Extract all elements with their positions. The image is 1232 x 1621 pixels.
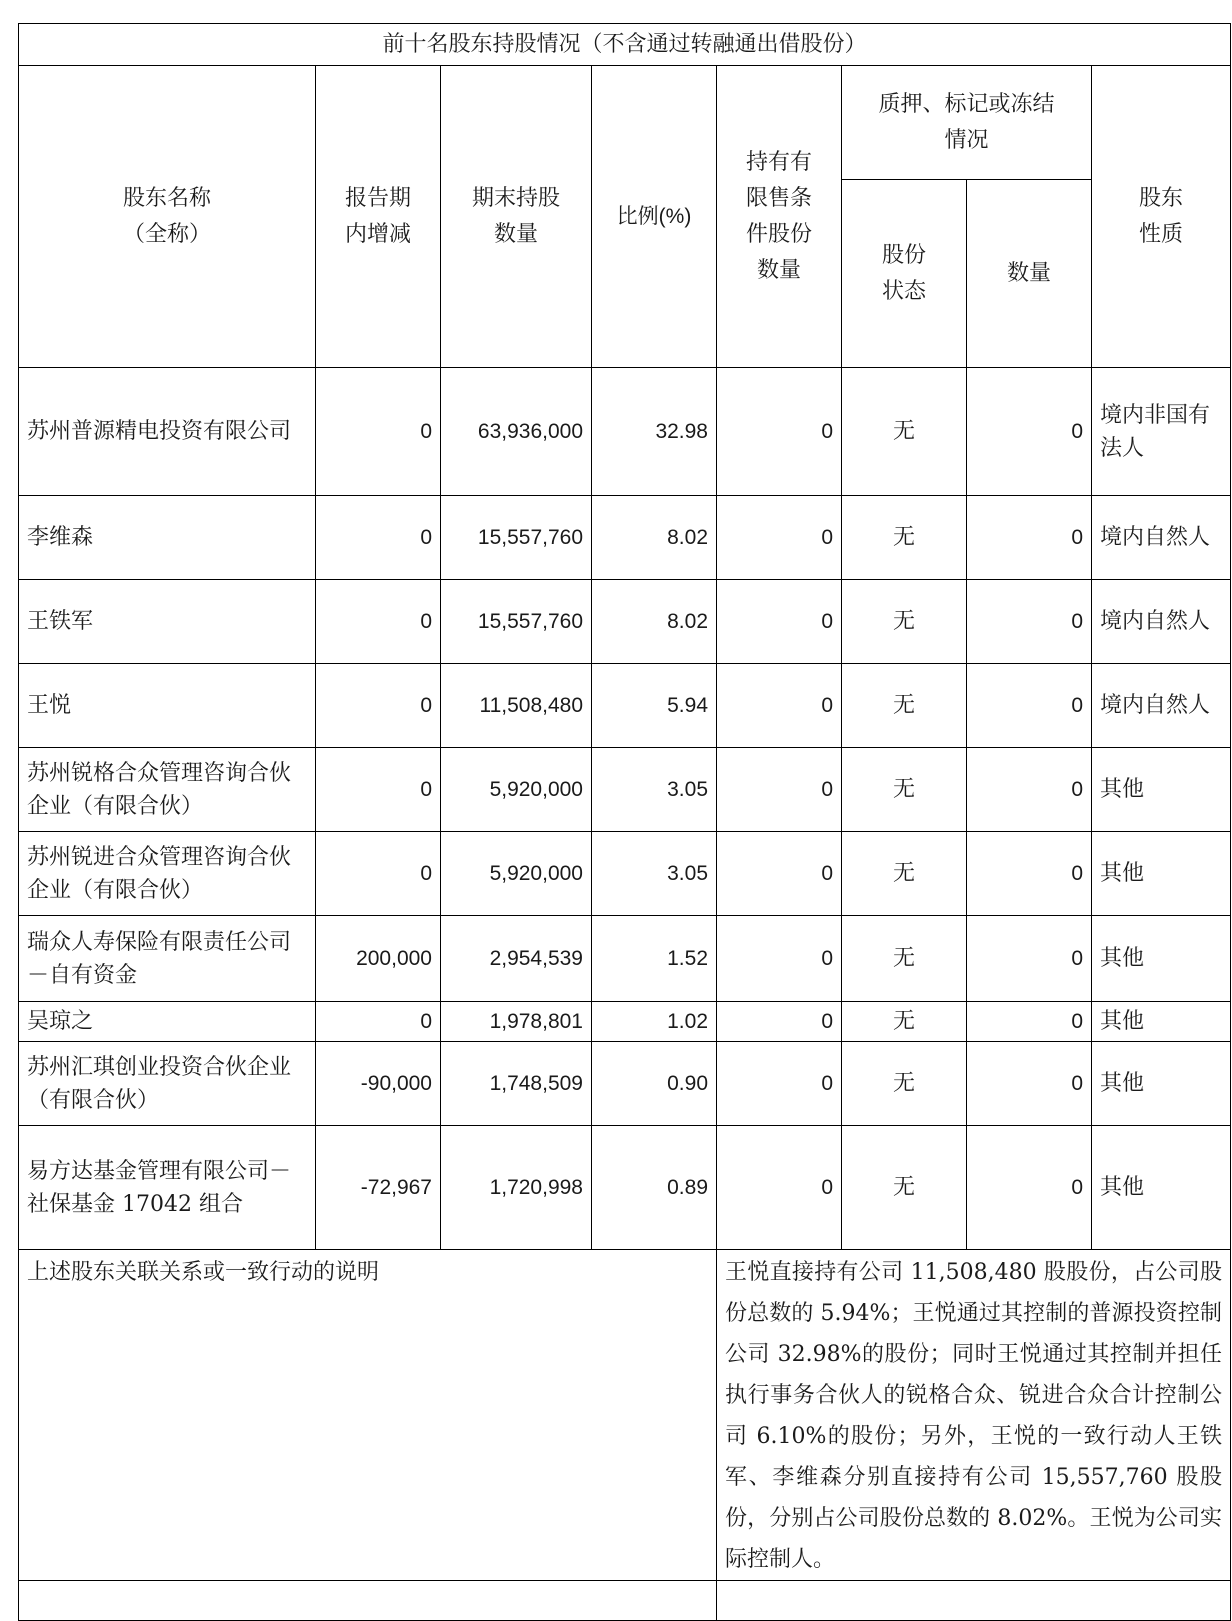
cell-status: 无	[842, 748, 967, 832]
cell-nature: 境内自然人	[1092, 664, 1231, 748]
cell-status: 无	[842, 664, 967, 748]
header-pledge-text: 质押、标记或冻结 情况	[878, 91, 1055, 153]
cell-shares: 2,954,539	[441, 916, 592, 1002]
cell-shares: 1,748,509	[441, 1042, 592, 1126]
table-row	[19, 1042, 1231, 1126]
cell-name: 易方达基金管理有限公司－社保基金 17042 组合	[19, 1126, 316, 1250]
cell-qty: 0	[967, 1042, 1092, 1126]
header-restricted-text: 持有有 限售条 件股份 数量	[745, 149, 812, 283]
cell-ratio: 0.90	[592, 1042, 717, 1126]
cell-nature: 其他	[1092, 832, 1231, 916]
header-shares	[441, 66, 592, 368]
cell-change: 200,000	[316, 916, 441, 1002]
cell-name: 王悦	[19, 664, 316, 748]
table-row	[19, 496, 1231, 580]
header-name-text: 股东名称 （全称）	[122, 185, 211, 247]
cell-status: 无	[842, 1126, 967, 1250]
cell-shares: 15,557,760	[441, 580, 592, 664]
cell-qty: 0	[967, 832, 1092, 916]
cell-name: 苏州普源精电投资有限公司	[19, 368, 316, 496]
cell-change: 0	[316, 496, 441, 580]
cell-ratio: 0.89	[592, 1126, 717, 1250]
cell-nature: 其他	[1092, 1002, 1231, 1042]
cell-nature: 境内自然人	[1092, 580, 1231, 664]
header-shares-text: 期末持股 数量	[471, 185, 560, 247]
cell-restricted: 0	[717, 496, 842, 580]
header-pledge-qty-text: 数量	[1006, 260, 1051, 286]
cell-qty: 0	[967, 1002, 1092, 1042]
cell-ratio: 8.02	[592, 580, 717, 664]
cell-restricted: 0	[717, 916, 842, 1002]
header-change	[316, 66, 441, 368]
cell-nature: 其他	[1092, 1126, 1231, 1250]
header-nature	[1092, 66, 1231, 368]
note-label: 上述股东关联关系或一致行动的说明	[19, 1250, 717, 1581]
table-row	[19, 1126, 1231, 1250]
table-row	[19, 580, 1231, 664]
cut-cell-right	[717, 1581, 1231, 1621]
cell-shares: 63,936,000	[441, 368, 592, 496]
table-row	[19, 916, 1231, 1002]
cell-nature: 其他	[1092, 1042, 1231, 1126]
table-row	[19, 1002, 1231, 1042]
cell-qty: 0	[967, 1126, 1092, 1250]
cell-change: 0	[316, 368, 441, 496]
cell-name: 苏州汇琪创业投资合伙企业（有限合伙）	[19, 1042, 316, 1126]
table-row	[19, 368, 1231, 496]
cell-status: 无	[842, 368, 967, 496]
cell-change: 0	[316, 664, 441, 748]
cell-status: 无	[842, 916, 967, 1002]
cell-name: 李维森	[19, 496, 316, 580]
header-ratio	[592, 66, 717, 368]
cell-restricted: 0	[717, 580, 842, 664]
header-name	[19, 66, 316, 368]
cell-change: 0	[316, 580, 441, 664]
cell-ratio: 1.52	[592, 916, 717, 1002]
cell-nature: 境内自然人	[1092, 496, 1231, 580]
header-pledge-qty	[967, 180, 1092, 368]
cell-ratio: 3.05	[592, 748, 717, 832]
note-text: 王悦直接持有公司 11,508,480 股股份，占公司股份总数的 5.94%；王悦通过其控制的普源投资控制公司 32.98%的股份；同时王悦通过其控制并担任执行事务合伙人的锐格合众、锐进合众合计控制公司 6.10%的股份；另外，王悦的一致行动人王铁军、李维森分别直接持有公司 15,557,760 股股份，分别占公司股份总数的 8.02%。王悦为公司实际控制人。	[717, 1250, 1231, 1581]
cell-qty: 0	[967, 496, 1092, 580]
cell-status: 无	[842, 1042, 967, 1126]
cell-restricted: 0	[717, 1126, 842, 1250]
cell-shares: 1,720,998	[441, 1126, 592, 1250]
cell-nature: 其他	[1092, 916, 1231, 1002]
table-row	[19, 748, 1231, 832]
cell-restricted: 0	[717, 1042, 842, 1126]
cell-qty: 0	[967, 368, 1092, 496]
note-row	[19, 1250, 1231, 1581]
cell-name: 吴琼之	[19, 1002, 316, 1042]
cut-cell-left	[19, 1581, 717, 1621]
top-ten-shareholders-table	[18, 23, 1231, 1621]
shareholders-table-container	[18, 23, 1230, 1583]
header-pledge-status-text: 股份 状态	[881, 242, 926, 304]
cell-status: 无	[842, 1002, 967, 1042]
cell-restricted: 0	[717, 1002, 842, 1042]
cell-qty: 0	[967, 748, 1092, 832]
cell-ratio: 5.94	[592, 664, 717, 748]
cell-status: 无	[842, 832, 967, 916]
cell-change: -72,967	[316, 1126, 441, 1250]
table-row	[19, 832, 1231, 916]
cell-status: 无	[842, 580, 967, 664]
cell-nature: 其他	[1092, 748, 1231, 832]
header-ratio-text: 比例(%)	[616, 204, 692, 228]
cell-change: 0	[316, 748, 441, 832]
cell-restricted: 0	[717, 664, 842, 748]
cell-ratio: 3.05	[592, 832, 717, 916]
cell-change: 0	[316, 1002, 441, 1042]
cell-restricted: 0	[717, 748, 842, 832]
cell-shares: 1,978,801	[441, 1002, 592, 1042]
cell-change: -90,000	[316, 1042, 441, 1126]
cell-restricted: 0	[717, 368, 842, 496]
cell-restricted: 0	[717, 832, 842, 916]
header-pledge-status	[842, 180, 967, 368]
cell-shares: 5,920,000	[441, 832, 592, 916]
table-row	[19, 664, 1231, 748]
cell-name: 瑞众人寿保险有限责任公司－自有资金	[19, 916, 316, 1002]
cell-ratio: 32.98	[592, 368, 717, 496]
table-row-cut	[19, 1581, 1231, 1621]
cell-nature: 境内非国有法人	[1092, 368, 1231, 496]
header-pledge	[842, 66, 1092, 180]
cell-qty: 0	[967, 580, 1092, 664]
header-change-text: 报告期 内增减	[344, 185, 411, 247]
cell-shares: 15,557,760	[441, 496, 592, 580]
cell-shares: 5,920,000	[441, 748, 592, 832]
cell-name: 苏州锐进合众管理咨询合伙企业（有限合伙）	[19, 832, 316, 916]
header-restricted	[717, 66, 842, 368]
table-title: 前十名股东持股情况（不含通过转融通出借股份）	[19, 24, 1231, 66]
header-nature-text: 股东 性质	[1139, 185, 1184, 247]
cell-qty: 0	[967, 664, 1092, 748]
cell-change: 0	[316, 832, 441, 916]
cell-qty: 0	[967, 916, 1092, 1002]
cell-status: 无	[842, 496, 967, 580]
cell-ratio: 1.02	[592, 1002, 717, 1042]
cell-shares: 11,508,480	[441, 664, 592, 748]
cell-name: 王铁军	[19, 580, 316, 664]
cell-ratio: 8.02	[592, 496, 717, 580]
cell-name: 苏州锐格合众管理咨询合伙企业（有限合伙）	[19, 748, 316, 832]
